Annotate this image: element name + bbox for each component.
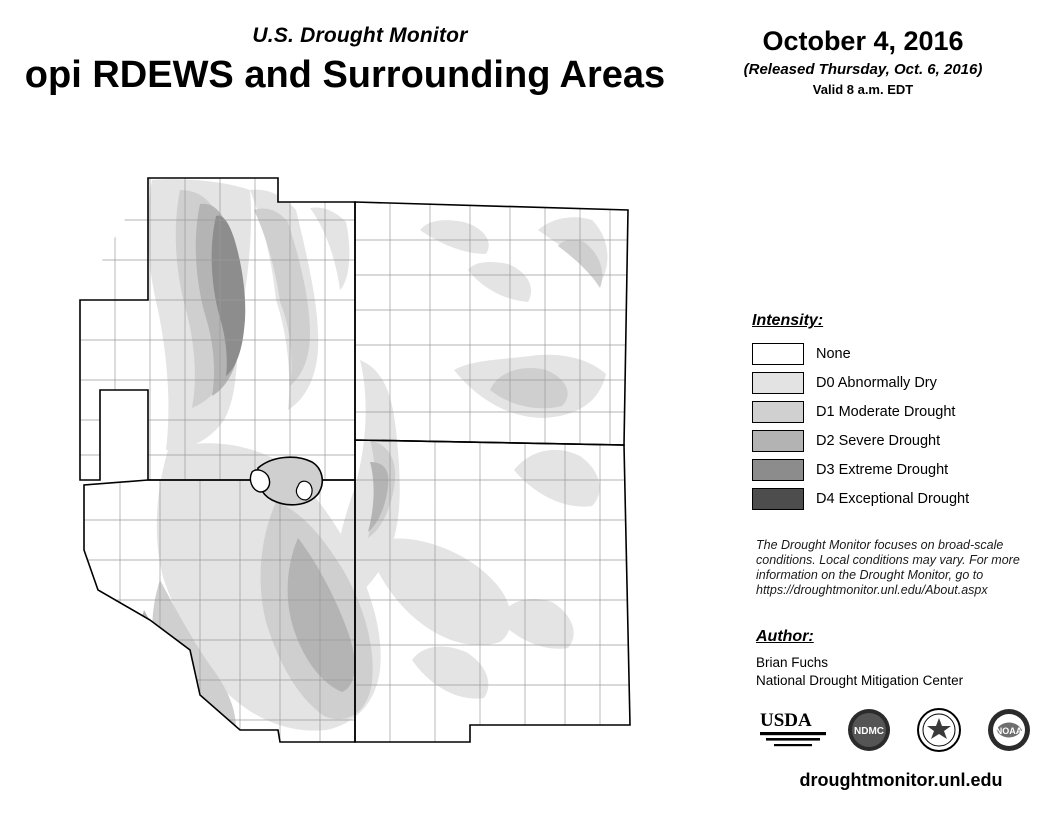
legend-swatch-d4 (752, 488, 804, 510)
legend-label-d3: D3 Extreme Drought (816, 461, 949, 478)
legend-title: Intensity: (752, 312, 824, 329)
author-name: Brian Fuchs (756, 655, 829, 670)
legend-item-d1 (752, 397, 1032, 426)
author-organization: National Drought Mitigation Center (756, 673, 964, 688)
legend-item-d4 (752, 484, 1032, 513)
legend-item-d3 (752, 455, 1032, 484)
map-subtitle: U.S. Drought Monitor (252, 24, 468, 47)
site-url[interactable]: droughtmonitor.unl.edu (799, 770, 1003, 790)
svg-text:USDA: USDA (760, 710, 812, 731)
map-release-date: (Released Thursday, Oct. 6, 2016) (743, 61, 983, 78)
legend-item-d0 (752, 368, 1032, 397)
legend-swatch-d1 (752, 401, 804, 423)
legend-swatch-d3 (752, 459, 804, 481)
author-title: Author: (756, 628, 814, 645)
title-block (0, 24, 720, 97)
legend-swatch-d2 (752, 430, 804, 452)
legend-label-none: None (816, 345, 851, 362)
author-block (756, 628, 1036, 690)
date-block (698, 26, 1028, 97)
drought-monitor-map[interactable] (40, 150, 720, 770)
legend-label-d2: D2 Severe Drought (816, 432, 941, 449)
legend-label-d1: D1 Moderate Drought (816, 403, 956, 420)
noaa-logo[interactable] (984, 706, 1034, 754)
map-valid-time: Valid 8 a.m. EDT (812, 82, 914, 97)
page-title: opi RDEWS and Surrounding Areas (24, 54, 666, 96)
ndmc-logo[interactable] (844, 706, 894, 754)
map-date: October 4, 2016 (762, 26, 964, 56)
legend-swatch-d0 (752, 372, 804, 394)
legend-item-none (752, 339, 1032, 368)
svg-text:NOAA: NOAA (995, 726, 1023, 736)
legend-swatch-none (752, 343, 804, 365)
legend-label-d4: D4 Exceptional Drought (816, 490, 970, 507)
usda-logo[interactable] (758, 706, 832, 752)
map-header (0, 0, 1056, 130)
logo-row (756, 706, 1046, 760)
legend-note: The Drought Monitor focuses on broad-scale conditions. Local conditions may vary. For more information on the Drought Monitor, go to https://droughtmonitor.unl.edu/About.aspx (756, 538, 1020, 597)
legend (752, 312, 1032, 513)
usda-seal-logo[interactable] (914, 706, 964, 754)
svg-text:NDMC: NDMC (854, 726, 884, 737)
legend-label-d0: D0 Abnormally Dry (816, 374, 937, 391)
legend-item-d2 (752, 426, 1032, 455)
